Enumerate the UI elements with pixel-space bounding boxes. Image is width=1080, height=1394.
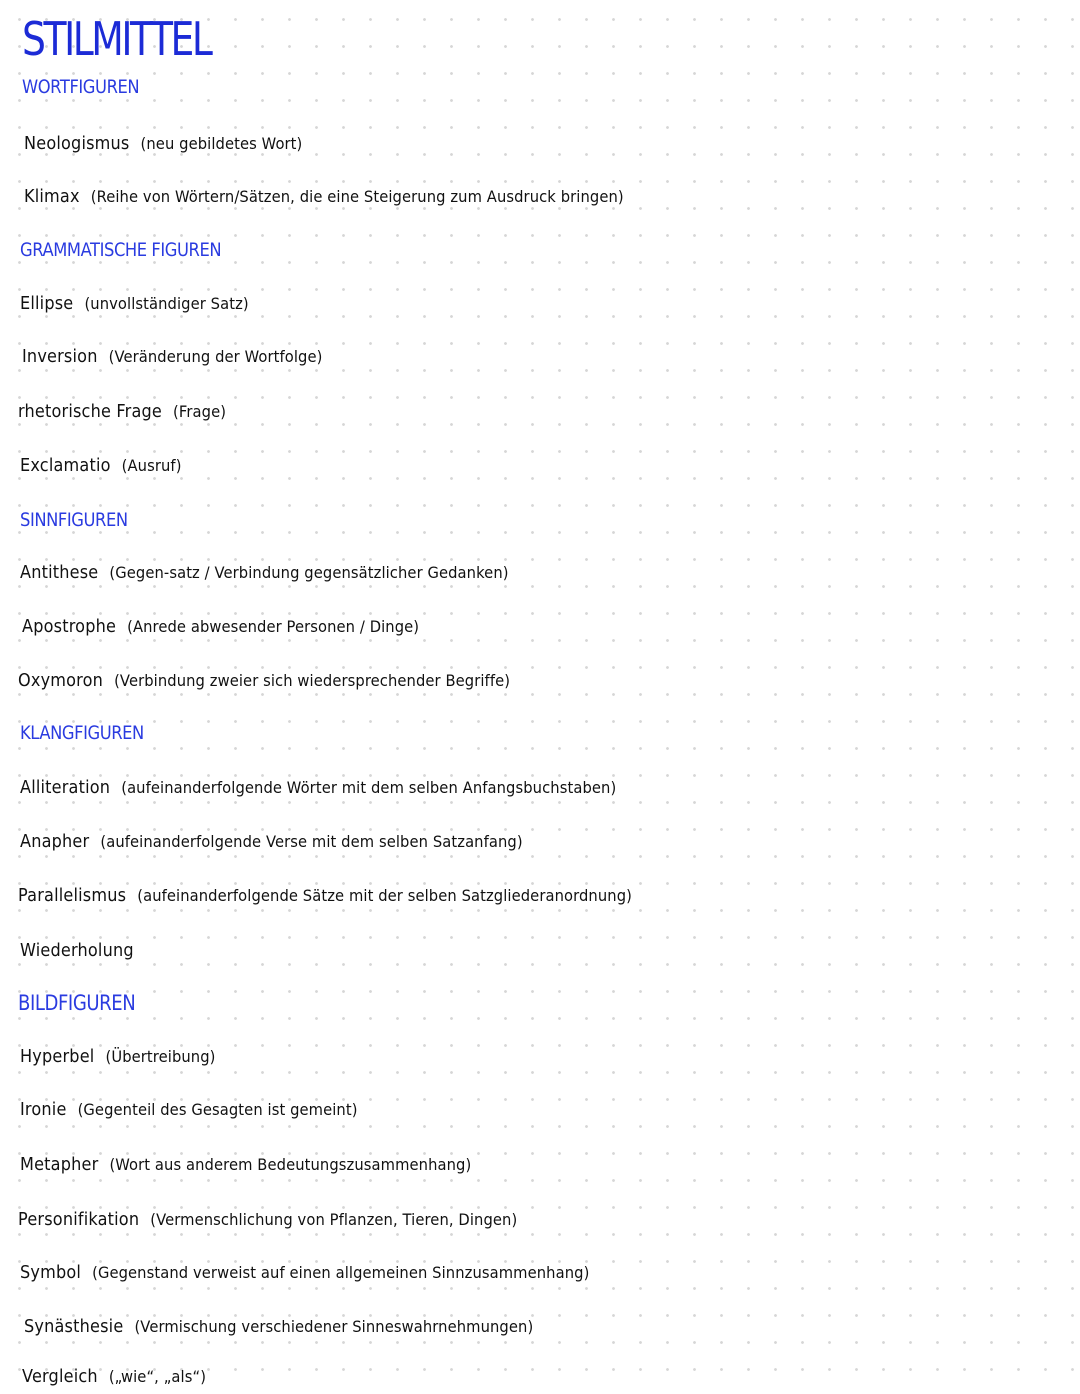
entry-description: (Gegenstand verweist auf einen allgemeinen Sinnzusammenhang) [92, 1263, 590, 1282]
entry-term: Apostrophe [22, 617, 117, 637]
entry-apostrophe [22, 619, 419, 637]
entry-ironie [20, 1102, 358, 1120]
entry-term: Ellipse [20, 294, 74, 314]
entry-exclamatio [20, 458, 182, 476]
entry-description: (Frage) [173, 402, 227, 421]
entry-description: (Veränderung der Wortfolge) [108, 347, 323, 366]
entry-description: (Übertreibung) [105, 1047, 216, 1066]
entry-description: (unvollständiger Satz) [84, 294, 249, 313]
section-heading-bildfiguren: BILDFIGUREN [18, 991, 136, 1015]
entry-description: (aufeinanderfolgende Wörter mit dem selben Anfangsbuchstaben) [121, 778, 617, 797]
entry-term: Anapher [20, 832, 90, 852]
entry-term: Inversion [22, 347, 98, 367]
entry-description: (Vermischung verschiedener Sinneswahrnehmungen) [134, 1317, 534, 1336]
entry-parallelismus [18, 888, 632, 906]
entry-description: (Wort aus anderem Bedeutungszusammenhang) [109, 1155, 472, 1174]
page-title: STILMITTEL [22, 12, 211, 66]
entry-term: Neologismus [24, 134, 130, 154]
entry-hyperbel [20, 1049, 216, 1067]
entry-vergleich [22, 1369, 206, 1387]
entry-term: Synästhesie [24, 1317, 124, 1337]
entry-oxymoron [18, 673, 510, 691]
entry-symbol [20, 1265, 589, 1283]
entry-term: Parallelismus [18, 886, 127, 906]
entry-term: Alliteration [20, 778, 111, 798]
entry-description: (Gegen-satz / Verbindung gegensätzlicher Gedanken) [109, 563, 509, 582]
entry-neologismus [24, 136, 302, 154]
entry-description: (Ausruf) [121, 456, 182, 475]
section-heading-klangfiguren: KLANGFIGUREN [20, 722, 144, 744]
entry-description: (Gegenteil des Gesagten ist gemeint) [77, 1100, 358, 1119]
entry-wiederholung [20, 943, 134, 961]
entry-term: Personifikation [18, 1210, 140, 1230]
entry-synaesthesie [24, 1319, 533, 1337]
entry-personifikation [18, 1212, 517, 1230]
entry-term: Vergleich [22, 1367, 98, 1387]
entry-description: (Vermenschlichung von Pflanzen, Tieren, Dingen) [150, 1210, 518, 1229]
entry-klimax [24, 189, 624, 207]
entry-term: Metapher [20, 1155, 99, 1175]
entry-term: Antithese [20, 563, 99, 583]
entry-term: Oxymoron [18, 671, 104, 691]
entry-anapher [20, 834, 523, 852]
section-heading-wortfiguren: WORTFIGUREN [22, 76, 140, 98]
entry-description: (neu gebildetes Wort) [140, 134, 303, 153]
entry-description: (Verbindung zweier sich wiedersprechender Begriffe) [114, 671, 511, 690]
entry-description: (aufeinanderfolgende Sätze mit der selben Satzgliederanordnung) [137, 886, 632, 905]
entry-rhetorische-frage [18, 404, 226, 422]
entry-ellipse [20, 296, 249, 314]
entry-description: („wie“, „als“) [108, 1367, 207, 1386]
section-heading-sinnfiguren: SINNFIGUREN [20, 509, 128, 531]
entry-antithese [20, 565, 509, 583]
entry-inversion [22, 349, 322, 367]
entry-description: (aufeinanderfolgende Verse mit dem selben Satzanfang) [100, 832, 523, 851]
entry-term: Symbol [20, 1263, 82, 1283]
entry-description: (Reihe von Wörtern/Sätzen, die eine Steigerung zum Ausdruck bringen) [90, 187, 624, 206]
entry-term: Wiederholung [20, 941, 134, 961]
entry-metapher [20, 1157, 471, 1175]
entry-description: (Anrede abwesender Personen / Dinge) [127, 617, 420, 636]
entry-term: Ironie [20, 1100, 67, 1120]
entry-term: Klimax [24, 187, 80, 207]
entry-term: Hyperbel [20, 1047, 95, 1067]
entry-alliteration [20, 780, 616, 798]
entry-term: Exclamatio [20, 456, 111, 476]
entry-term: rhetorische Frage [18, 402, 163, 422]
section-heading-grammatische-figuren: GRAMMATISCHE FIGUREN [20, 239, 222, 261]
